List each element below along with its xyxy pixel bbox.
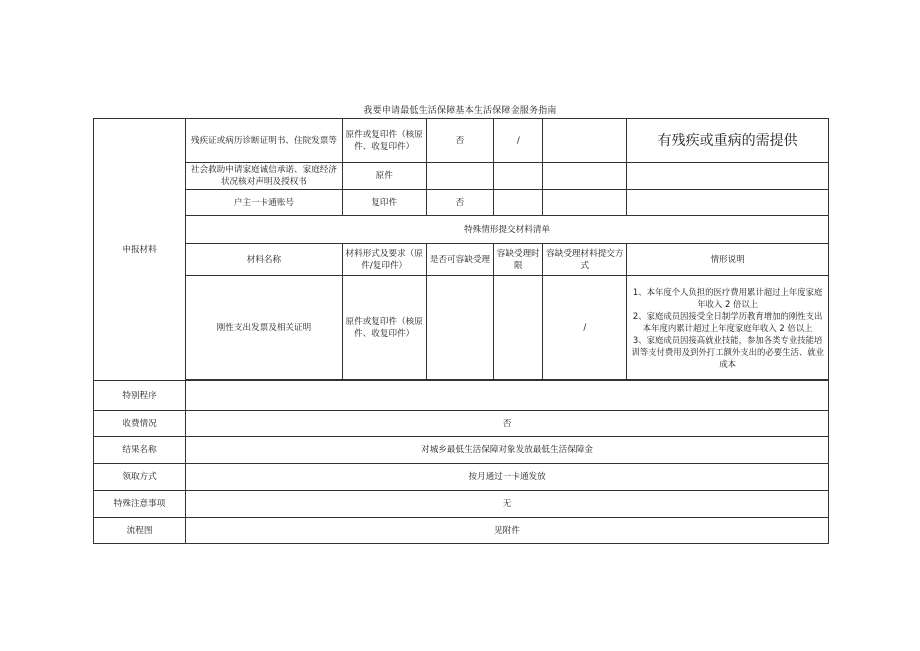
- info-row: [94, 518, 829, 544]
- info-row: [94, 411, 829, 437]
- info-row: [94, 491, 829, 518]
- material-name: 残疾证或病历诊断证明书、住院发票等: [186, 119, 343, 163]
- material-form: 原件或复印件（核原件、收复印件）: [342, 119, 426, 163]
- situation-item: 3、家庭成员因接高就业技能，参加各类专业技能培训等支付费用及到外打工额外支出的必要生活、就业成本: [631, 334, 824, 369]
- material-note: [627, 190, 829, 216]
- special-column-header-row: [94, 244, 829, 276]
- special-section-header: 特殊情形提交材料清单: [186, 216, 829, 244]
- material-name: 户主一卡通账号: [186, 190, 343, 216]
- material-time-limit: [494, 190, 543, 216]
- special-material-row: [94, 276, 829, 380]
- info-value: 按月通过一卡通发放: [186, 464, 829, 491]
- situation-item: 1、本年度个人负担的医疗费用累计超过上年度家庭年收入 2 倍以上: [632, 286, 823, 309]
- material-lackable: 否: [426, 190, 494, 216]
- info-value: 对城乡最低生活保障对象发放最低生活保障金: [186, 437, 829, 464]
- material-lackable: [426, 163, 494, 190]
- info-label: 特殊注意事项: [94, 491, 186, 518]
- special-section-row: [94, 216, 829, 244]
- info-label: 特别程序: [94, 381, 186, 411]
- info-label: 结果名称: [94, 437, 186, 464]
- material-submit-method: [543, 163, 627, 190]
- service-guide-table: [93, 118, 829, 544]
- info-label: 流程图: [94, 518, 186, 544]
- info-label: 收费情况: [94, 411, 186, 437]
- page-title: 我要申请最低生活保障基本生活保障金服务指南: [363, 106, 557, 116]
- material-form: 复印件: [342, 190, 426, 216]
- material-row: [94, 119, 829, 163]
- info-value: 否: [186, 411, 829, 437]
- material-row: [94, 190, 829, 216]
- situation-item: 2、家庭成员因接受全日制学历教育增加的刚性支出本年度内累计超过上年度家庭年收入 2 倍以上: [632, 310, 823, 333]
- material-form: 原件: [342, 163, 426, 190]
- material-submit-method: [543, 119, 627, 163]
- info-value: 见附件: [186, 518, 829, 544]
- material-submit-method: [543, 190, 627, 216]
- material-lackable: 否: [426, 119, 494, 163]
- column-header: 容缺受理材料提交方式: [543, 244, 627, 276]
- info-row: [94, 437, 829, 464]
- special-material-lackable: [426, 276, 494, 380]
- material-time-limit: /: [494, 119, 543, 163]
- column-header: 材料名称: [186, 244, 343, 276]
- material-name: 社会救助申请家庭诚信承诺、家庭经济状况核对声明及授权书: [186, 163, 343, 190]
- special-material-submit-method: /: [543, 276, 627, 380]
- column-header: 情形说明: [627, 244, 829, 276]
- info-value: 无: [186, 491, 829, 518]
- column-header: 容缺受理时限: [494, 244, 543, 276]
- special-material-form: 原件或复印件（核原件、收复印件）: [342, 276, 426, 380]
- section-label: 申报材料: [94, 119, 186, 381]
- column-header: 材料形式及要求（原件/复印件）: [342, 244, 426, 276]
- column-header: 是否可容缺受理: [426, 244, 494, 276]
- info-label: 领取方式: [94, 464, 186, 491]
- material-note: 有残疾或重病的需提供: [627, 119, 829, 163]
- material-time-limit: [494, 163, 543, 190]
- info-row: [94, 381, 829, 411]
- material-note: [627, 163, 829, 190]
- special-material-time-limit: [494, 276, 543, 380]
- info-row: [94, 464, 829, 491]
- material-row: [94, 163, 829, 190]
- situation-description: [627, 276, 829, 380]
- special-material-name: 刚性支出发票及相关证明: [186, 276, 343, 380]
- info-value: [186, 381, 829, 411]
